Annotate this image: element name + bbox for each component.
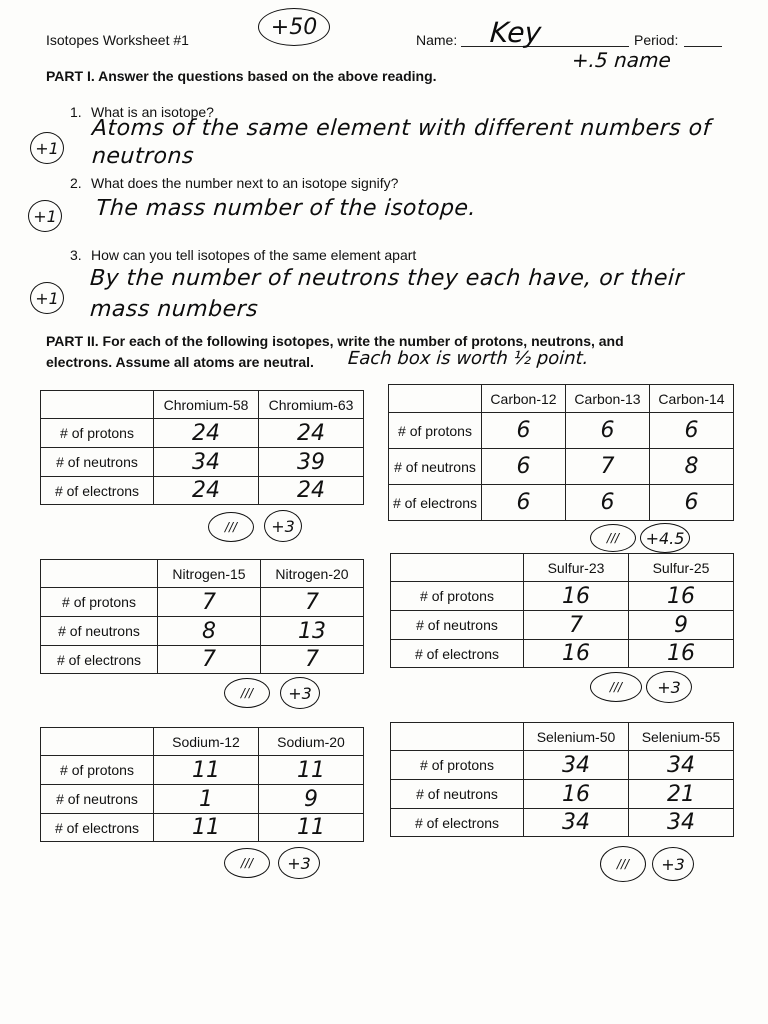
table-cell: 11 [259, 814, 364, 842]
row-label: # of neutrons [391, 780, 524, 809]
nitrogen-table [40, 559, 364, 674]
column-header: Sulfur-25 [629, 554, 734, 582]
column-header: Carbon-13 [566, 385, 650, 413]
table-cell: 6 [650, 485, 734, 521]
row-label: # of protons [391, 582, 524, 611]
q3-answer-line2: mass numbers [89, 297, 260, 322]
q3-text: How can you tell isotopes of the same element apart [91, 247, 417, 263]
column-header: Nitrogen-15 [158, 560, 261, 588]
name-label: Name: [416, 32, 458, 48]
row-label: # of protons [41, 756, 154, 785]
row-label: # of neutrons [391, 611, 524, 640]
scribble-mark: /// [224, 848, 270, 878]
total-score: +50 [258, 8, 330, 46]
selenium-table [390, 722, 734, 837]
row-label: # of electrons [41, 477, 154, 505]
row-label: # of neutrons [41, 448, 154, 477]
table-corner [41, 560, 158, 588]
sulfur-table [390, 553, 734, 668]
table-cell: 24 [154, 477, 259, 505]
row-label: # of electrons [41, 814, 154, 842]
table-cell: 7 [566, 449, 650, 485]
table-cell: 11 [154, 814, 259, 842]
row-label: # of protons [41, 419, 154, 448]
table-cell: 9 [259, 785, 364, 814]
table-cell: 6 [482, 413, 566, 449]
q3-answer-line1: By the number of neutrons they each have, or their [89, 266, 686, 291]
table-cell: 34 [629, 809, 734, 837]
table-cell: 34 [629, 751, 734, 780]
nitrogen-score: +3 [280, 677, 320, 709]
table-cell: 39 [259, 448, 364, 477]
column-header: Sodium-20 [259, 728, 364, 756]
q1-points: +1 [30, 132, 64, 164]
q2-answer-line1: The mass number of the isotope. [95, 196, 477, 221]
row-label: # of electrons [389, 485, 482, 521]
q1-answer-line2: neutrons [91, 144, 195, 169]
table-cell: 1 [154, 785, 259, 814]
column-header: Sodium-12 [154, 728, 259, 756]
table-corner [391, 723, 524, 751]
q2-points: +1 [28, 200, 62, 232]
selenium-score: +3 [652, 847, 694, 881]
q2-number: 2. [70, 175, 82, 191]
table-cell: 7 [261, 588, 364, 617]
table-cell: 8 [650, 449, 734, 485]
table-cell: 7 [261, 646, 364, 674]
table-corner [41, 391, 154, 419]
column-header: Selenium-50 [524, 723, 629, 751]
table-cell: 24 [259, 419, 364, 448]
table-cell: 7 [158, 646, 261, 674]
table-corner [391, 554, 524, 582]
table-cell: 7 [524, 611, 629, 640]
table-corner [41, 728, 154, 756]
table-cell: 24 [154, 419, 259, 448]
table-cell: 16 [524, 780, 629, 809]
column-header: Chromium-58 [154, 391, 259, 419]
table-cell: 8 [158, 617, 261, 646]
table-cell: 16 [629, 640, 734, 668]
q1-text: What is an isotope? [91, 104, 214, 120]
name-bonus: +.5 name [571, 48, 672, 72]
table-cell: 24 [259, 477, 364, 505]
table-cell: 16 [629, 582, 734, 611]
row-label: # of protons [389, 413, 482, 449]
carbon-table [388, 384, 734, 521]
column-header: Carbon-12 [482, 385, 566, 413]
table-cell: 9 [629, 611, 734, 640]
q3-number: 3. [70, 247, 82, 263]
sulfur-score: +3 [646, 671, 692, 703]
part2-note: Each box is worth ½ point. [347, 348, 590, 369]
name-line [461, 46, 629, 47]
part1-heading: PART I. Answer the questions based on the above reading. [46, 68, 437, 84]
row-label: # of protons [41, 588, 158, 617]
row-label: # of electrons [391, 809, 524, 837]
part2-heading-line1: PART II. For each of the following isotopes, write the number of protons, neutrons, and [46, 333, 624, 349]
table-cell: 6 [566, 413, 650, 449]
row-label: # of electrons [391, 640, 524, 668]
table-cell: 11 [154, 756, 259, 785]
q1-answer-line1: Atoms of the same element with different numbers of [91, 116, 712, 141]
table-cell: 21 [629, 780, 734, 809]
column-header: Sulfur-23 [524, 554, 629, 582]
carbon-score: +4.5 [640, 523, 690, 553]
table-cell: 34 [524, 751, 629, 780]
column-header: Chromium-63 [259, 391, 364, 419]
chromium-score: +3 [264, 510, 302, 542]
table-cell: 6 [566, 485, 650, 521]
scribble-mark: /// [600, 846, 646, 882]
table-cell: 13 [261, 617, 364, 646]
table-cell: 11 [259, 756, 364, 785]
table-cell: 6 [482, 485, 566, 521]
table-cell: 34 [154, 448, 259, 477]
table-cell: 16 [524, 640, 629, 668]
column-header: Selenium-55 [629, 723, 734, 751]
q3-points: +1 [30, 282, 64, 314]
column-header: Nitrogen-20 [261, 560, 364, 588]
row-label: # of electrons [41, 646, 158, 674]
column-header: Carbon-14 [650, 385, 734, 413]
table-cell: 7 [158, 588, 261, 617]
period-label: Period: [634, 32, 679, 48]
table-cell: 6 [482, 449, 566, 485]
row-label: # of neutrons [41, 617, 158, 646]
scribble-mark: /// [208, 512, 254, 542]
scribble-mark: /// [224, 678, 270, 708]
worksheet-title: Isotopes Worksheet #1 [46, 32, 189, 48]
table-cell: 16 [524, 582, 629, 611]
chromium-table [40, 390, 364, 505]
row-label: # of neutrons [41, 785, 154, 814]
row-label: # of neutrons [389, 449, 482, 485]
sodium-table [40, 727, 364, 842]
row-label: # of protons [391, 751, 524, 780]
sodium-score: +3 [278, 847, 320, 879]
table-cell: 6 [650, 413, 734, 449]
q2-text: What does the number next to an isotope signify? [91, 175, 399, 191]
part2-heading-line2: electrons. Assume all atoms are neutral. [46, 354, 314, 370]
table-corner [389, 385, 482, 413]
q1-number: 1. [70, 104, 82, 120]
name-value: Key [488, 16, 543, 49]
scribble-mark: /// [590, 524, 636, 552]
period-line [684, 46, 722, 47]
table-cell: 34 [524, 809, 629, 837]
scribble-mark: /// [590, 672, 642, 702]
